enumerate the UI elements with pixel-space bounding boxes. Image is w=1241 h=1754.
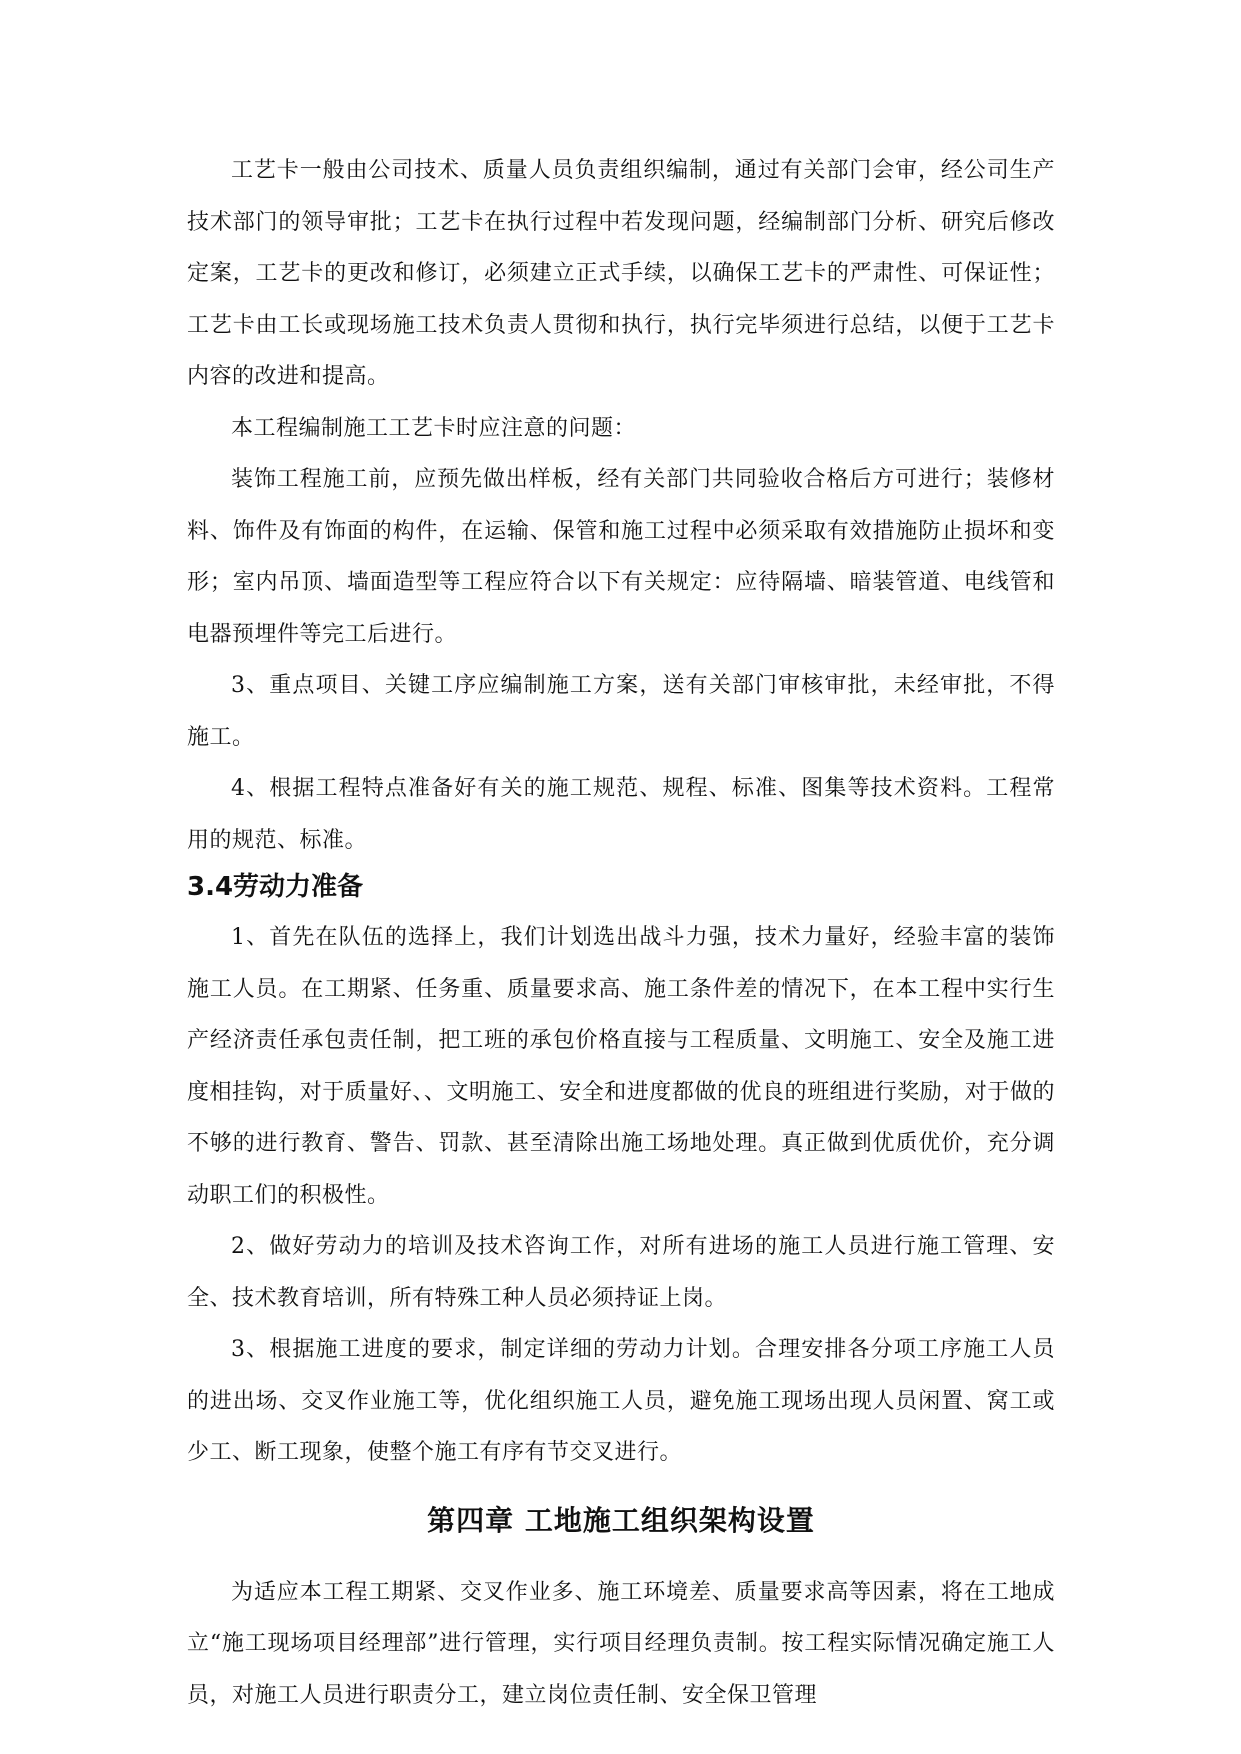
paragraph-process-card-approval: 工艺卡一般由公司技术、质量人员负责组织编制，通过有关部门会审，经公司生产技术部门的领导审批；工艺卡在执行过程中若发现问题，经编制部门分析、研究后修改定案，工艺卡的更改和修订，必须建立正式手续，以确保工艺卡的严肃性、可保证性；工艺卡由工长或现场施工技术负责人贯彻和执行，执行完毕须进行总结，以便于工艺卡内容的改进和提高。 [187, 158, 1055, 389]
paragraph-process-card-notes-intro: 本工程编制施工工艺卡时应注意的问题： [231, 415, 637, 441]
paragraph-labor-team-selection: 1、首先在队伍的选择上，我们计划选出战斗力强，技术力量好，经验丰富的装饰施工人员。在工期紧、任务重、质量要求高、施工条件差的情况下，在本工程中实行生产经济责任承包责任制，把工班的承包价格直接与工程质量、文明施工、安全及施工进度相挂钩，对于质量好、、文明施工、安全和进度都做的优良的班组进行奖励，对于做的不够的进行教育、警告、罚款、甚至清除出施工场地处理。真正做到优质优价，充分调动职工们的积极性。 [187, 925, 1055, 1208]
paragraph-labor-plan: 3、根据施工进度的要求，制定详细的劳动力计划。合理安排各分项工序施工人员的进出场、交叉作业施工等，优化组织施工人员，避免施工现场出现人员闲置、窝工或少工、断工现象，使整个施工有序有节交叉进行。 [187, 1337, 1055, 1465]
paragraph-labor-training: 2、做好劳动力的培训及技术咨询工作，对所有进场的施工人员进行施工管理、安全、技术教育培训，所有特殊工种人员必须持证上岗。 [187, 1234, 1055, 1311]
section-heading-labor-preparation: 3.4劳动力准备 [187, 872, 364, 902]
paragraph-project-department: 为适应本工程工期紧、交叉作业多、施工环境差、质量要求高等因素，将在工地成立“施工现场项目经理部”进行管理，实行项目经理负责制。按工程实际情况确定施工人员，对施工人员进行职责分工，建立岗位责任制、安全保卫管理 [187, 1579, 1055, 1708]
document-page [187, 145, 1055, 1721]
paragraph-technical-documents: 4、根据工程特点准备好有关的施工规范、规程、标准、图集等技术资料。工程常用的规范、标准。 [187, 776, 1055, 853]
chapter-heading-site-organization: 第四章 工地施工组织架构设置 [427, 1503, 815, 1537]
paragraph-decoration-sample: 装饰工程施工前，应预先做出样板，经有关部门共同验收合格后方可进行；装修材料、饰件及有饰面的构件，在运输、保管和施工过程中必须采取有效措施防止损坏和变形；室内吊顶、墙面造型等工程应符合以下有关规定：应待隔墙、暗装管道、电线管和电器预埋件等完工后进行。 [187, 467, 1055, 647]
paragraph-key-items-plan: 3、重点项目、关键工序应编制施工方案，送有关部门审核审批，未经审批，不得施工。 [187, 673, 1055, 750]
